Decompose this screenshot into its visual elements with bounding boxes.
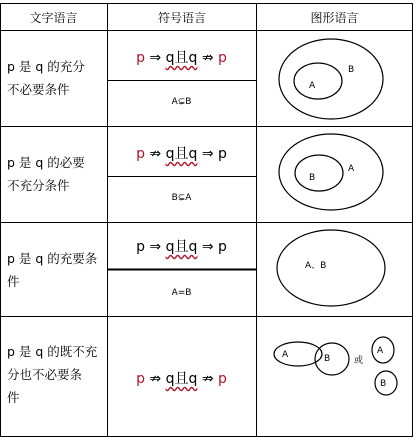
- equal-set-circle: [277, 230, 385, 306]
- equal-set-label: A、B: [305, 261, 327, 271]
- outer-set-label: A: [348, 164, 355, 174]
- inner-set-label: A: [309, 81, 316, 91]
- separate-set-b-label: B: [380, 379, 387, 389]
- header-graph-language: 图形语言: [310, 11, 359, 25]
- implication-expression: p ⇏ q且q ⇒ p: [136, 146, 227, 162]
- implication-expression: p ⇏ q且q ⇏ p: [136, 371, 227, 387]
- condition-text: p 是 q 的充要条 件: [7, 251, 98, 289]
- set-relation: B⊊A: [171, 193, 192, 203]
- separate-set-a-label: A: [377, 346, 384, 356]
- header-text-language: 文字语言: [29, 11, 78, 25]
- outer-set-label: B: [348, 65, 355, 75]
- set-relation: A=B: [171, 288, 192, 298]
- venn-diagram-b-subset-a: [279, 134, 383, 210]
- or-label: 或: [354, 356, 364, 366]
- right-set-label: B: [324, 354, 331, 364]
- venn-diagram-a-subset-b: [279, 39, 383, 119]
- venn-diagram-a-equals-b: [277, 230, 385, 306]
- venn-diagram-neither: [274, 337, 397, 395]
- implication-expression: p ⇒ q且q ⇏ p: [136, 50, 227, 66]
- condition-text: p 是 q 的必要 不充分条件: [7, 155, 85, 193]
- set-relation: A⊊B: [171, 97, 192, 107]
- inner-set-circle: [294, 63, 342, 99]
- left-set-label: A: [282, 350, 289, 360]
- inner-set-circle: [295, 155, 343, 191]
- header-symbol-language: 符号语言: [157, 11, 206, 25]
- condition-text: p 是 q 的既不充 分也不必要条 件: [7, 344, 98, 405]
- implication-expression: p ⇒ q且q ⇒ p: [136, 239, 227, 255]
- condition-text: p 是 q 的充分 不必要条件: [7, 59, 85, 97]
- inner-set-label: B: [309, 173, 316, 183]
